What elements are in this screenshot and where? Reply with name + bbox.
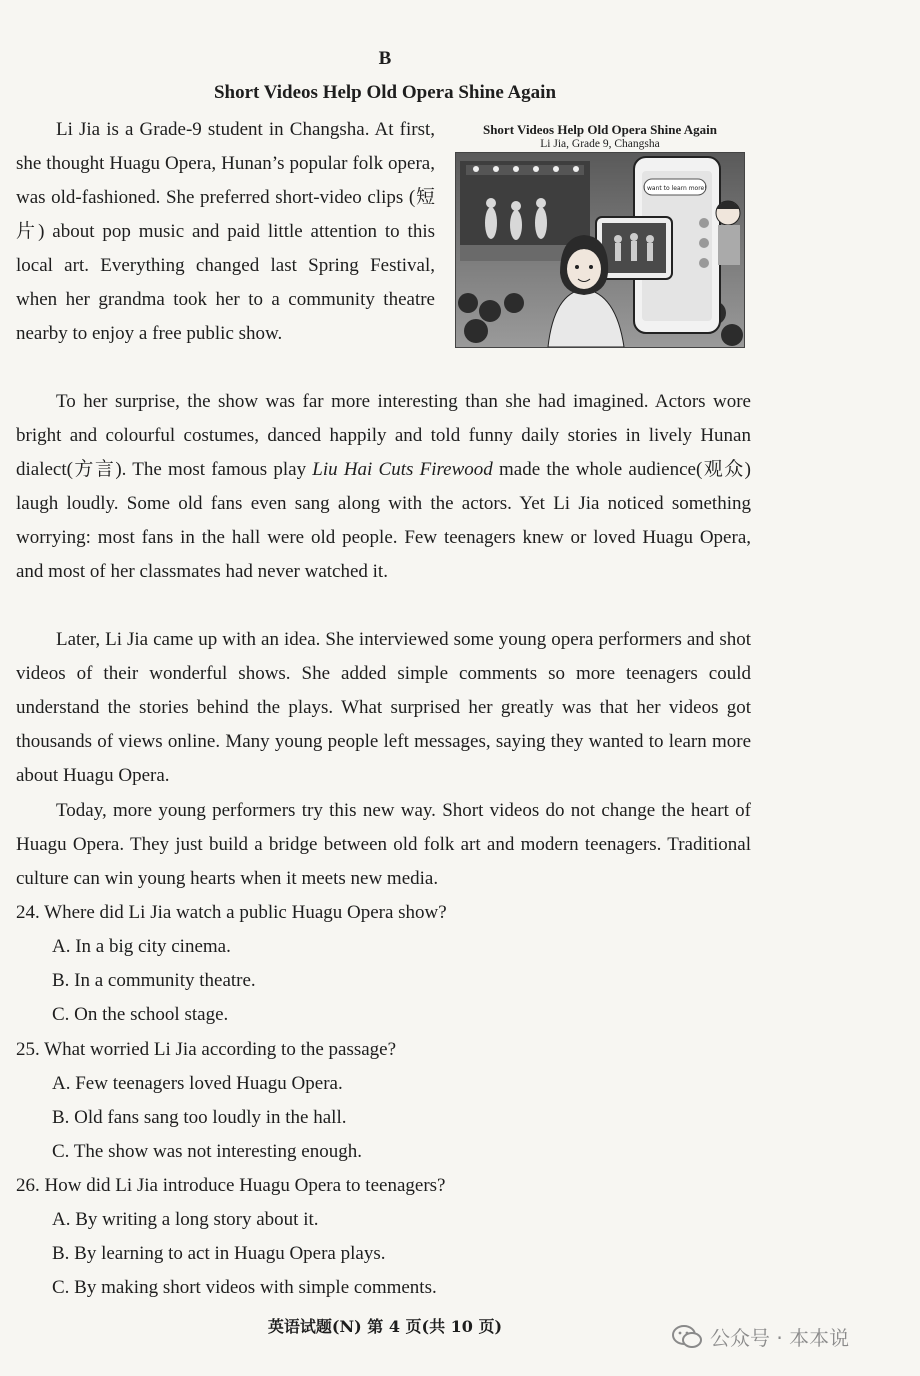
paragraph-2 bbox=[16, 385, 751, 589]
wechat-icon bbox=[672, 1324, 702, 1350]
phone-speech-bubble: I want to learn more! bbox=[643, 185, 707, 192]
question-26: 26. How did Li Jia introduce Huagu Opera to teenagers? bbox=[16, 1175, 446, 1196]
opera-illustration bbox=[455, 152, 745, 348]
question-24: 24. Where did Li Jia watch a public Huagu Opera show? bbox=[16, 902, 447, 923]
paragraph-4: Today, more young performers try this new way. Short videos do not change the heart of Huagu Opera. They just build a bridge between old folk art and modern teenagers. Traditional culture can win young hearts when it meets new media. bbox=[16, 800, 751, 889]
illustration-figure bbox=[455, 122, 745, 348]
q24-option-a: A. In a big city cinema. bbox=[52, 936, 231, 957]
section-letter: B bbox=[378, 48, 392, 69]
page-footer: 英语试题(N) 第 4 页(共 10 页) bbox=[267, 1317, 503, 1336]
q24-option-c: C. On the school stage. bbox=[52, 1004, 229, 1025]
paragraph-3: Later, Li Jia came up with an idea. She interviewed some young opera performers and shot videos of their wonderful shows. She added simple comments so more teenagers could understand the stories behind the plays. What surprised her greatly was that her videos got thousands of views online. Many young people left messages, saying they wanted to learn more about Huagu Opera. bbox=[16, 629, 751, 786]
q25-option-b: B. Old fans sang too loudly in the hall. bbox=[52, 1107, 347, 1128]
paragraph-2-part-b: made the whole audience(观众) laugh loudly. Some old fans even sang along with the actors. Yet Li Jia noticed something worrying: most fans in the hall were old people. Few teenagers knew or loved Huagu Opera, and most of her classmates had never watched it. bbox=[16, 459, 751, 582]
play-title: Liu Hai Cuts Firewood bbox=[312, 459, 493, 480]
passage-title: Short Videos Help Old Opera Shine Again bbox=[213, 82, 557, 103]
q25-option-a: A. Few teenagers loved Huagu Opera. bbox=[52, 1073, 343, 1094]
paragraph-2-part-a: To her surprise, the show was far more interesting than she had imagined. Actors wore bright and colourful costumes, danced happily and told funny daily stories in lively Hunan dialect(方言). The most famous play bbox=[16, 391, 751, 480]
q26-option-c: C. By making short videos with simple comments. bbox=[52, 1277, 437, 1298]
q26-option-a: A. By writing a long story about it. bbox=[52, 1209, 319, 1230]
q26-option-b: B. By learning to act in Huagu Opera plays. bbox=[52, 1243, 386, 1264]
q24-option-b: B. In a community theatre. bbox=[52, 970, 256, 991]
opera-illustration-svg bbox=[456, 153, 744, 347]
paragraph-1: Li Jia is a Grade-9 student in Changsha. At first, she thought Huagu Opera, Hunan’s popular folk opera, was old-fashioned. She preferred short-video clips (短片) about pop music and paid little attention to this local art. Everything changed last Spring Festival, when her grandma took her to a community theatre nearby to enjoy a free public show. bbox=[16, 119, 435, 344]
figure-title: Short Videos Help Old Opera Shine Again bbox=[482, 122, 718, 137]
figure-subtitle: Li Jia, Grade 9, Changsha bbox=[540, 138, 660, 150]
watermark bbox=[672, 1322, 849, 1351]
watermark-text: 公众号 · 本本说 bbox=[710, 1326, 850, 1350]
q25-option-c: C. The show was not interesting enough. bbox=[52, 1141, 362, 1162]
question-25: 25. What worried Li Jia according to the passage? bbox=[16, 1039, 397, 1060]
